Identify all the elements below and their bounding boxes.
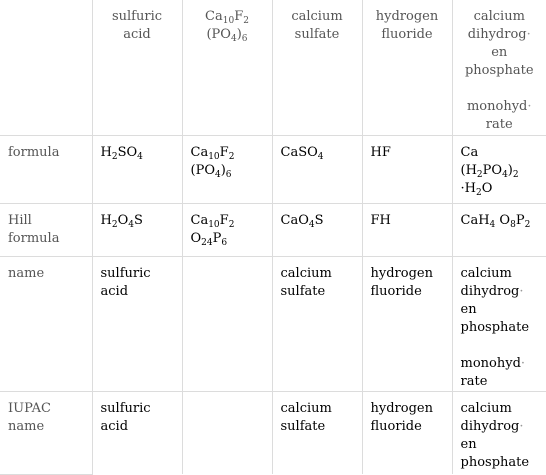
- row-label-formula: formula: [0, 135, 92, 203]
- header-apatite: $Ca_{10}F_2$ $(PO_4)_6$: [182, 0, 272, 135]
- header-calcium-sulfate: calcium sulfate: [272, 0, 362, 135]
- name-apatite: [182, 256, 272, 391]
- header-sulfuric-acid: sulfuric acid: [92, 0, 182, 135]
- formula-hydrogen-fluoride: HF: [362, 135, 452, 203]
- name-mcp: calcium dihydrog· en phosphate monohyd· rate: [452, 256, 546, 391]
- iupac-apatite: [182, 391, 272, 474]
- header-hydrogen-fluoride: hydrogen fluoride: [362, 0, 452, 135]
- formula-calcium-sulfate: CaSO$_4$: [272, 135, 362, 203]
- hill-apatite: $Ca_{10}F_2$ $O_{24}P_6$: [182, 203, 272, 256]
- iupac-mcp: calcium dihydrog· en phosphate: [452, 391, 546, 474]
- hill-sulfuric-acid: $H_2O_4S$: [92, 203, 182, 256]
- name-hydrogen-fluoride: hydrogen fluoride: [362, 256, 452, 391]
- formula-apatite: $Ca_{10}F_2$ $(PO_4)_6$: [182, 135, 272, 203]
- hill-calcium-sulfate: CaO$_4$S: [272, 203, 362, 256]
- iupac-calcium-sulfate: calcium sulfate: [272, 391, 362, 474]
- name-calcium-sulfate: calcium sulfate: [272, 256, 362, 391]
- row-label-hill-formula: Hill formula: [0, 203, 92, 256]
- formula-mcp: Ca $(H_2PO_4)_2 \cdot H_2O$: [452, 135, 546, 203]
- iupac-hydrogen-fluoride: hydrogen fluoride: [362, 391, 452, 474]
- name-sulfuric-acid: sulfuric acid: [92, 256, 182, 391]
- hill-hydrogen-fluoride: FH: [362, 203, 452, 256]
- formula-sulfuric-acid: $H_2SO_4$: [92, 135, 182, 203]
- header-mcp: calcium dihydrog· en phosphate monohyd· rate: [452, 0, 546, 135]
- corner-cell: [0, 0, 92, 135]
- hill-mcp: CaH$_4$ $O_8P_2$: [452, 203, 546, 256]
- row-label-name: name: [0, 256, 92, 391]
- row-label-iupac-name: IUPAC name: [0, 391, 92, 474]
- iupac-sulfuric-acid: sulfuric acid: [92, 391, 182, 474]
